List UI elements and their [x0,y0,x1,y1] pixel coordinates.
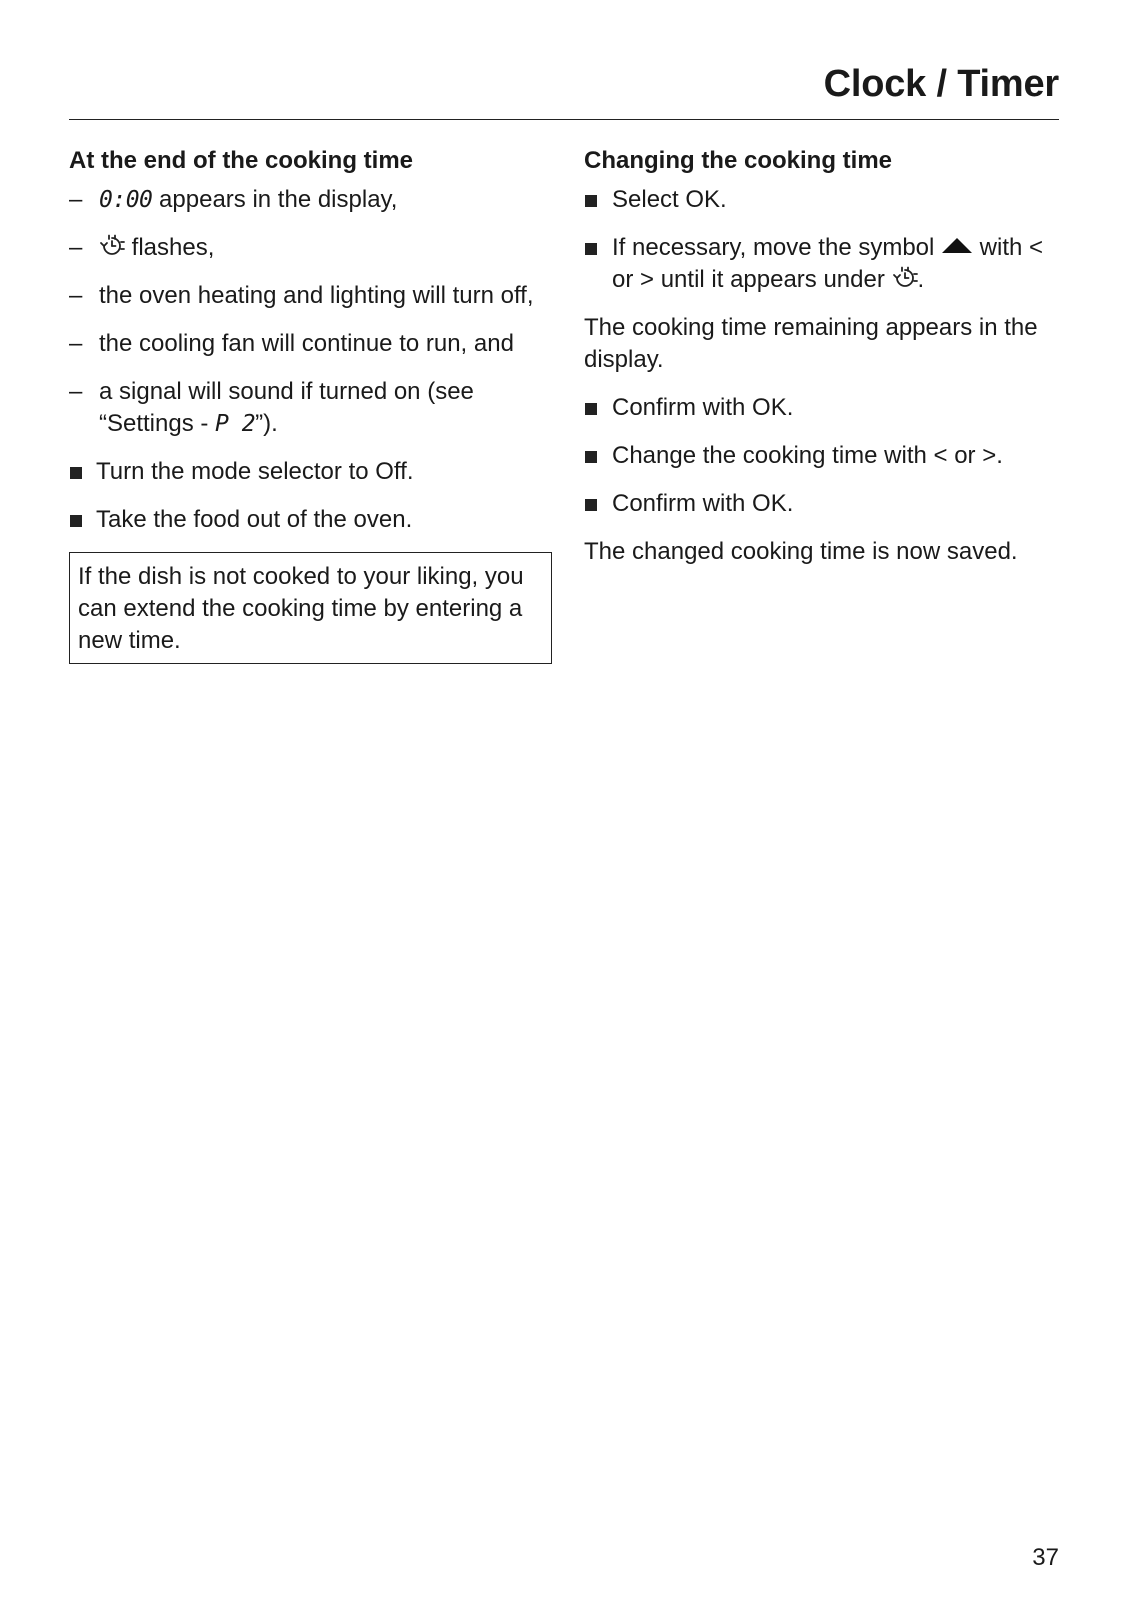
body-paragraph: The cooking time remaining appears in the display. [584,314,1038,373]
square-bullet [585,451,597,463]
list-item-text: a signal will sound if turned on (see “Settings - [99,378,474,437]
display-readout: 0:00 [99,187,153,213]
section-heading-end-of-cooking: At the end of the cooking time [69,147,414,174]
left-column [69,145,555,664]
left-arrow-symbol: < [933,442,948,469]
instruction-step [69,504,555,536]
square-bullet [70,515,82,527]
note-text: If the dish is not cooked to your liking, you can extend the cooking time by entering a new time. [78,563,524,654]
dash-bullet: – [69,330,83,357]
instruction-text: or [612,266,641,293]
instruction-text: or [947,442,983,469]
right-arrow-symbol: > [982,442,997,469]
list-item [69,328,555,360]
square-bullet [70,467,82,479]
square-bullet [585,195,597,207]
right-column [584,145,1060,584]
dash-bullet: – [69,186,83,213]
note-box [69,552,552,664]
instruction-text: Turn the mode selector to Off. [96,458,414,485]
list-item-text: appears in the display, [152,186,398,213]
square-bullet [585,243,597,255]
square-bullet [585,403,597,415]
list-item [69,376,555,440]
list-item-text: flashes, [125,234,215,261]
page-title: Clock / Timer [823,63,1059,105]
display-readout: P 2 [215,411,256,437]
instruction-text: until it appears under [654,266,892,293]
list-item [69,184,555,216]
instruction-text: Take the food out of the oven. [96,506,413,533]
list-item-text: the oven heating and lighting will turn off, [99,282,534,309]
timer-icon [892,266,918,290]
instruction-text: Select OK. [612,186,727,213]
instruction-step [584,232,1060,296]
list-item-text: the cooling fan will continue to run, and [99,330,514,357]
instruction-text: . [996,442,1003,469]
square-bullet [585,499,597,511]
right-arrow-symbol: > [640,266,655,293]
left-arrow-symbol: < [1029,234,1044,261]
header-divider [69,119,1059,120]
dash-bullet: – [69,378,83,405]
instruction-step [584,440,1060,472]
instruction-text: If necessary, move the symbol [612,234,942,261]
dash-bullet: – [69,234,83,261]
instruction-step [69,456,555,488]
section-heading-changing-time: Changing the cooking time [584,147,893,174]
dash-bullet: – [69,282,83,309]
list-item [69,232,555,264]
instruction-text: Confirm with OK. [612,394,794,421]
instruction-step [584,488,1060,520]
instruction-text: Confirm with OK. [612,490,794,517]
instruction-text: Change the cooking time with [612,442,934,469]
instruction-text: . [917,266,925,293]
page-number: 37 [1032,1544,1059,1571]
body-paragraph: The changed cooking time is now saved. [584,538,1018,565]
instruction-step [584,392,1060,424]
list-item [69,280,555,312]
instruction-text: with [973,234,1030,261]
list-item-text: ”). [255,410,278,437]
timer-icon [99,234,125,258]
instruction-step [584,184,1060,216]
triangle-up-icon [941,237,973,255]
